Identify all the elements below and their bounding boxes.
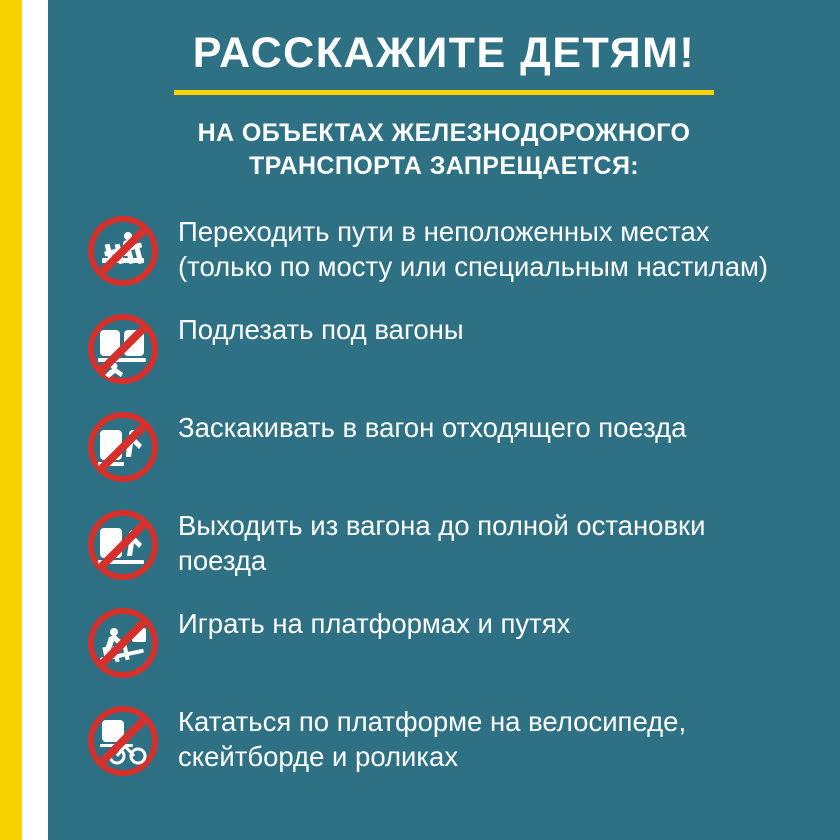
list-item (68, 702, 840, 778)
poster-content (48, 0, 840, 840)
title-underline (174, 90, 714, 95)
rule-text: Играть на платформах и путях (178, 608, 571, 640)
no-bicycle-skateboard-rollers-icon (86, 704, 160, 778)
no-jumping-into-moving-train-icon (86, 410, 160, 484)
list-item (68, 506, 840, 582)
list-item (68, 408, 840, 484)
no-crossing-tracks-icon (86, 214, 160, 288)
rule-icon-wrap (68, 212, 178, 288)
page-subtitle: НА ОБЪЕКТАХ ЖЕЛЕЗНОДОРОЖНОГО ТРАНСПОРТА ЗАПРЕЩАЕТСЯ: (197, 119, 691, 180)
no-exiting-moving-train-icon (86, 508, 160, 582)
rule-icon-wrap (68, 702, 178, 778)
rule-icon-wrap (68, 604, 178, 680)
rule-text: Выходить из вагона до полной остановки поезда (178, 510, 706, 577)
no-playing-on-platform-icon (86, 606, 160, 680)
rule-text: Кататься по платформе на велосипеде, скейтборде и роликах (178, 706, 687, 773)
page-title: РАССКАЖИТЕ ДЕТЯМ! (192, 29, 696, 77)
rules-list (48, 212, 840, 778)
rule-icon-wrap (68, 408, 178, 484)
list-item (68, 310, 840, 386)
no-crawling-under-train-icon (86, 312, 160, 386)
list-item (68, 604, 840, 680)
rule-text: Заскакивать в вагон отходящего поезда (178, 412, 687, 444)
list-item (68, 212, 840, 288)
left-yellow-stripe (0, 0, 22, 840)
left-white-stripe (22, 0, 48, 840)
rule-icon-wrap (68, 506, 178, 582)
rule-text: Переходить пути в неположенных местах (только по мосту или специальным настилам) (178, 216, 769, 283)
rule-icon-wrap (68, 310, 178, 386)
rule-text: Подлезать под вагоны (178, 314, 464, 346)
